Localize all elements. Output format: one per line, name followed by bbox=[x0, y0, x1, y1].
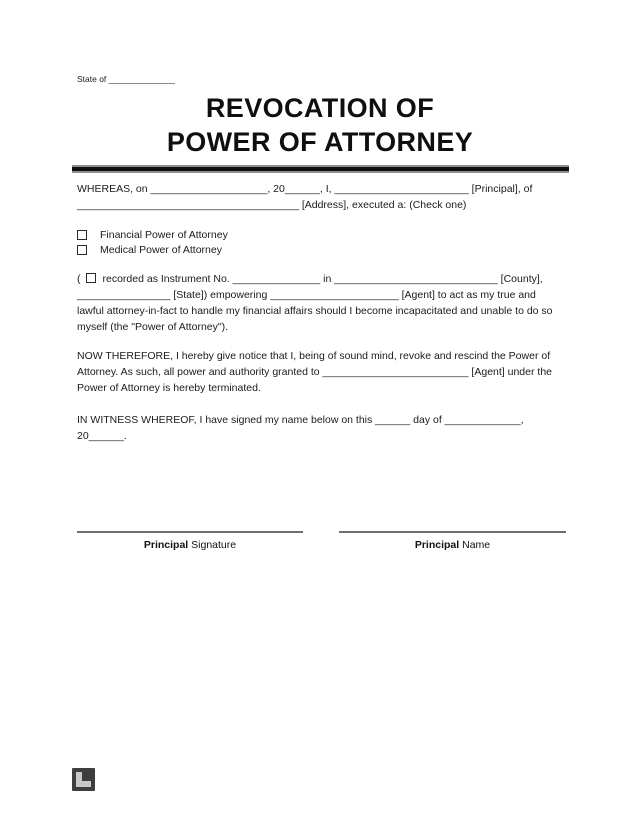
whereas-line-2: ______________________________________ [Address], executed a: (Check one) bbox=[77, 199, 467, 211]
now-therefore-line-1: NOW THEREFORE, I hereby give notice that I, being of sound mind, revoke and rescind the Power of bbox=[77, 350, 551, 362]
checkbox-recorded-as-instrument[interactable] bbox=[86, 273, 96, 283]
state-of-line: State of ______________ bbox=[77, 74, 175, 84]
whereas-paragraph bbox=[77, 181, 532, 213]
now-therefore-line-3: Power of Attorney is hereby terminated. bbox=[77, 382, 261, 394]
signature-label-bold: Principal bbox=[414, 539, 460, 551]
recorded-line-2: ________________ [State]) empowering ______________________ [Agent] to act as my true and bbox=[77, 289, 536, 301]
whereas-line-1: WHEREAS, on ____________________, 20______, I, _______________________ [Principal], of bbox=[77, 183, 533, 195]
list-item bbox=[77, 242, 228, 257]
recorded-line-4: myself (the "Power of Attorney"). bbox=[77, 321, 229, 333]
recorded-line-1 bbox=[77, 271, 553, 287]
checkbox-label: Financial Power of Attorney bbox=[100, 228, 228, 241]
principal-name-block bbox=[339, 531, 566, 553]
recorded-line-3: lawful attorney-in-fact to handle my financial affairs should I become incapacitated and unable to do so bbox=[77, 305, 553, 317]
checkbox-financial-power-of-attorney[interactable] bbox=[77, 230, 87, 240]
recorded-clause-paragraph bbox=[77, 271, 553, 335]
signature-label-bold: Principal bbox=[143, 539, 189, 551]
open-paren: ( bbox=[77, 273, 81, 285]
list-item bbox=[77, 227, 228, 242]
principal-signature-label bbox=[77, 537, 303, 553]
recorded-line-1-text: recorded as Instrument No. _______________ in ____________________________ [County], bbox=[102, 273, 543, 285]
legaltemplates-logo-icon bbox=[72, 768, 95, 791]
witness-line-2: 20______. bbox=[77, 430, 127, 442]
poa-type-checklist bbox=[77, 227, 228, 257]
title-line-1: REVOCATION OF bbox=[205, 93, 435, 123]
page-title bbox=[73, 91, 567, 159]
title-line-2: POWER OF ATTORNEY bbox=[166, 127, 474, 157]
now-therefore-paragraph bbox=[77, 348, 552, 396]
title-divider bbox=[72, 165, 569, 173]
witness-line-1: IN WITNESS WHEREOF, I have signed my name below on this ______ day of _____________, bbox=[77, 414, 524, 426]
signature-label-rest: Signature bbox=[188, 539, 237, 551]
principal-signature-block bbox=[77, 531, 303, 553]
signature-label-rest: Name bbox=[459, 539, 491, 551]
principal-name-line bbox=[339, 531, 566, 533]
checkbox-label: Medical Power of Attorney bbox=[100, 243, 222, 256]
checkbox-medical-power-of-attorney[interactable] bbox=[77, 245, 87, 255]
principal-signature-line bbox=[77, 531, 303, 533]
now-therefore-line-2: Attorney. As such, all power and authority granted to _________________________ [Agent] under the bbox=[77, 366, 552, 378]
witness-paragraph bbox=[77, 412, 524, 444]
principal-name-label bbox=[339, 537, 566, 553]
